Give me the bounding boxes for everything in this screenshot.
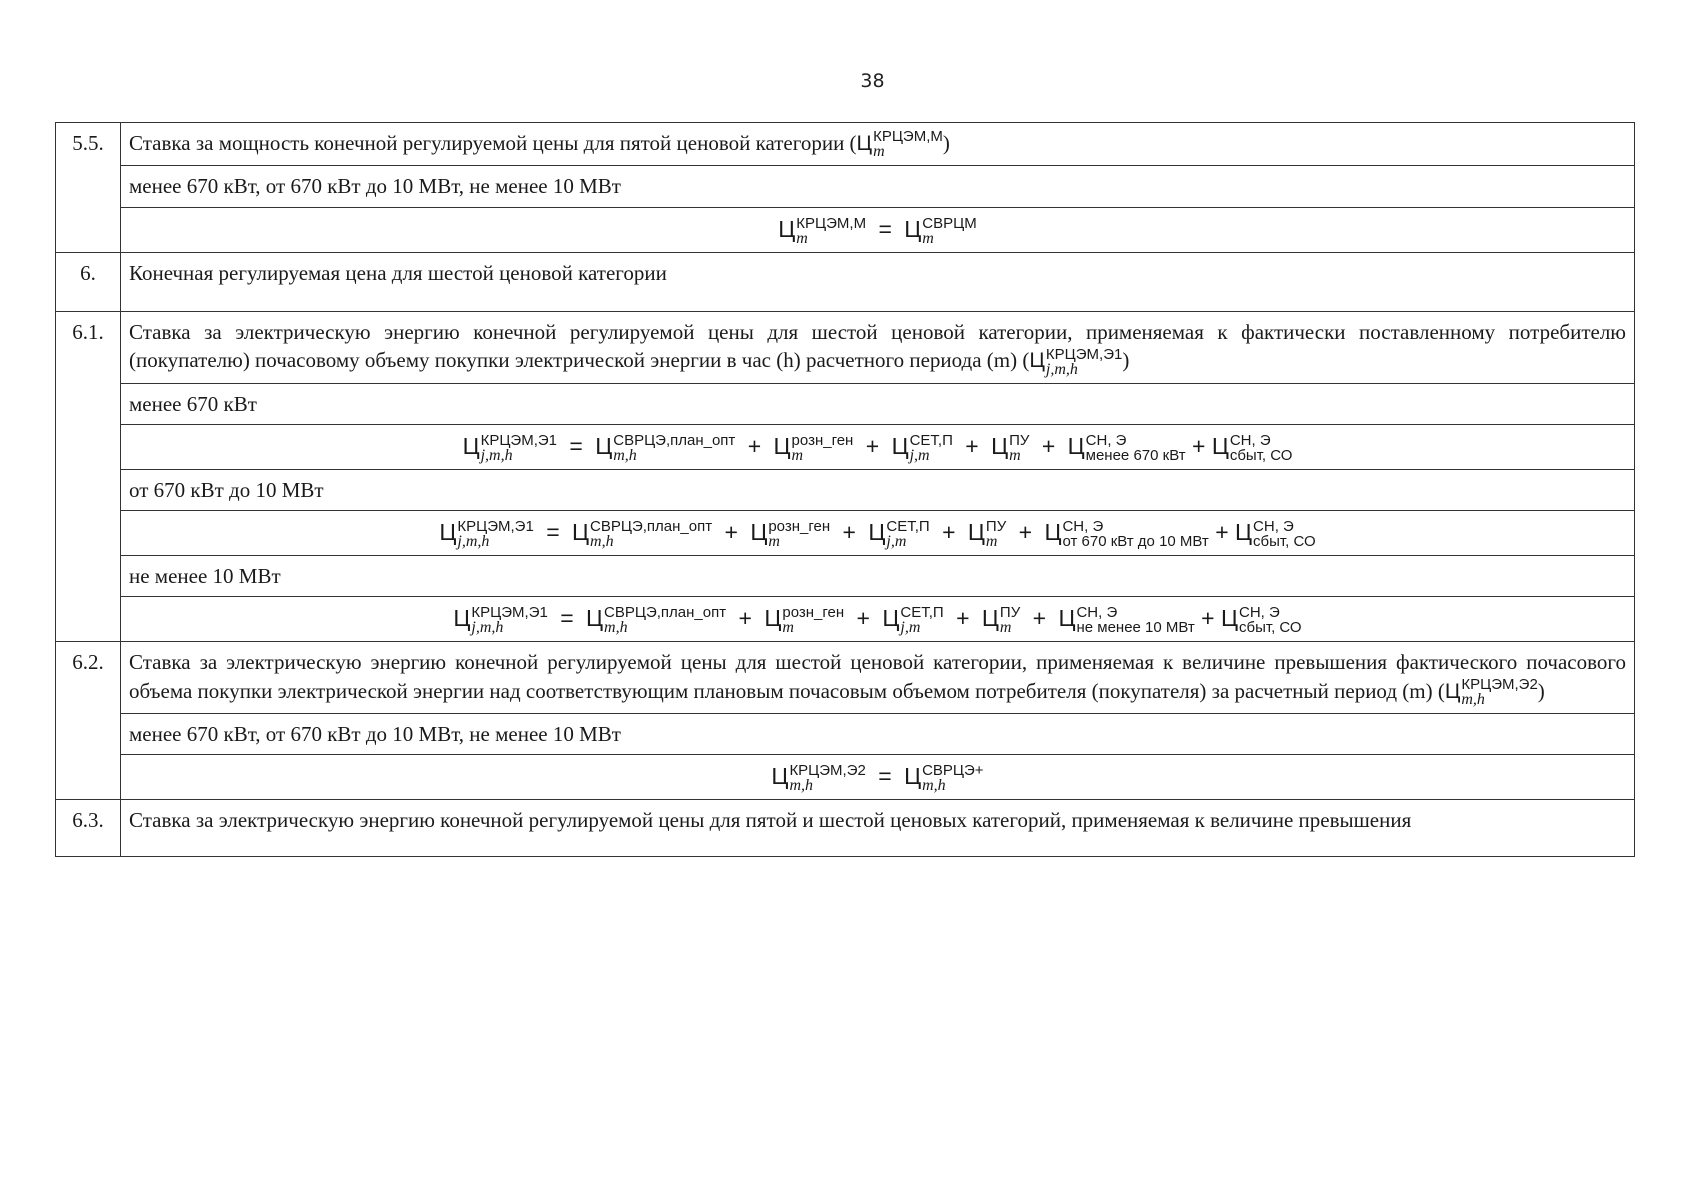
table-row — [56, 383, 1635, 424]
table-row — [56, 755, 1635, 800]
table-row — [56, 642, 1635, 714]
table-row — [56, 714, 1635, 755]
table-row — [56, 252, 1635, 311]
item-title: Конечная регулируемая цена для шестой ценовой категории — [121, 252, 1635, 311]
tariff-table — [55, 122, 1635, 857]
formula-cell — [121, 511, 1635, 556]
table-row — [56, 123, 1635, 166]
item-number: 6. — [56, 252, 121, 311]
table-row — [56, 597, 1635, 642]
item-title: Ставка за электрическую энергию конечной регулируемой цены для шестой ценовой категории, применяемая к величине превышения фактического почасового объема покупки электрической энергии над соответствующим плановым почасовым объемом потребителя (покупателя) за расчетный период (m) (Ц КРЦЭМ,Э2 m,h ) — [121, 642, 1635, 714]
power-condition: не менее 10 МВт — [121, 556, 1635, 597]
formula: Ц КРЦЭМ,Э1 j,m,h = Ц СВРЦЭ,план_опт m,h + Ц розн_ген m + Ц СЕТ,П j,m + Ц ПУ m + Ц СН, Э не менее 10 МВт + Ц СН, Э сбыт, СО — [453, 604, 1302, 637]
item-title: Ставка за мощность конечной регулируемой цены для пятой ценовой категории (Ц КРЦЭМ,М m ) — [121, 123, 1635, 166]
table-row — [56, 311, 1635, 383]
item-number: 6.3. — [56, 800, 121, 857]
power-condition: менее 670 кВт, от 670 кВт до 10 МВт, не менее 10 МВт — [121, 166, 1635, 207]
formula: Ц КРЦЭМ,Э1 j,m,h = Ц СВРЦЭ,план_опт m,h + Ц розн_ген m + Ц СЕТ,П j,m + Ц ПУ m + Ц СН, Э от 670 кВт до 10 МВт + Ц СН, Э сбыт, СО — [439, 518, 1316, 551]
formula-cell — [121, 207, 1635, 252]
item-number: 6.2. — [56, 642, 121, 800]
item-number: 5.5. — [56, 123, 121, 253]
table-row — [56, 469, 1635, 510]
table-row — [56, 166, 1635, 207]
table-row — [56, 424, 1635, 469]
formula: Ц КРЦЭМ,Э1 j,m,h = Ц СВРЦЭ,план_опт m,h + Ц розн_ген m + Ц СЕТ,П j,m + Ц ПУ m + Ц СН, Э менее 670 кВт + Ц СН, Э сбыт, СО — [462, 431, 1293, 464]
title-symbol: Ц КРЦЭМ,Э2 m,h — [1444, 676, 1538, 709]
item-title: Ставка за электрическую энергию конечной регулируемой цены для пятой и шестой ценовых категорий, применяемая к величине превышения — [121, 800, 1635, 857]
power-condition: от 670 кВт до 10 МВт — [121, 469, 1635, 510]
formula-cell — [121, 424, 1635, 469]
formula: Ц КРЦЭМ,М m = Ц СВРЦМ m — [778, 214, 977, 247]
table-row — [56, 207, 1635, 252]
table-row — [56, 800, 1635, 857]
title-symbol: Ц КРЦЭМ,Э1 j,m,h — [1029, 345, 1123, 378]
item-title: Ставка за электрическую энергию конечной регулируемой цены для шестой ценовой категории, применяемая к фактически поставленному потребителю (покупателю) почасовому объему покупки электрической энергии в час (h) расчетного периода (m) (Ц КРЦЭМ,Э1 j,m,h ) — [121, 311, 1635, 383]
formula-cell — [121, 755, 1635, 800]
power-condition: менее 670 кВт — [121, 383, 1635, 424]
page-number: 38 — [860, 70, 885, 92]
item-number: 6.1. — [56, 311, 121, 642]
formula-cell — [121, 597, 1635, 642]
power-condition: менее 670 кВт, от 670 кВт до 10 МВт, не менее 10 МВт — [121, 714, 1635, 755]
formula: Ц КРЦЭМ,Э2 m,h = Ц СВРЦЭ+ m,h — [771, 762, 984, 795]
table-row — [56, 511, 1635, 556]
title-symbol: Ц КРЦЭМ,М m — [856, 128, 943, 161]
table-row — [56, 556, 1635, 597]
